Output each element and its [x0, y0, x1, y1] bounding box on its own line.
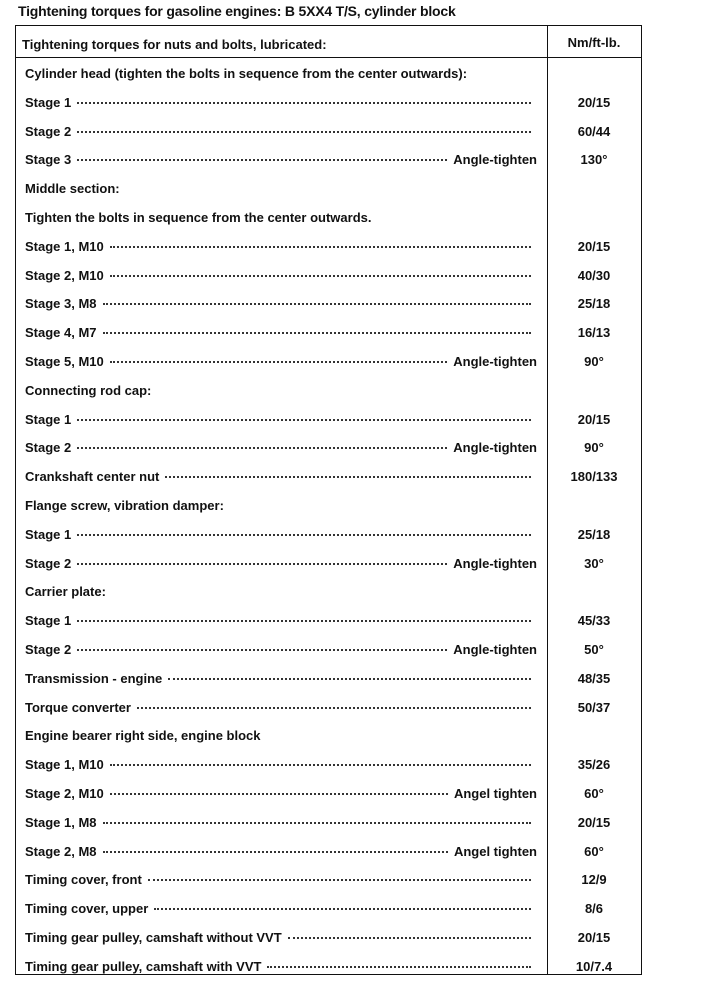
row-label: Stage 2, M8: [25, 843, 97, 859]
row-label: Torque converter: [25, 699, 131, 715]
row-label: Timing gear pulley, camshaft with VVT: [25, 958, 262, 974]
row-label-line: [25, 412, 537, 427]
dot-leader: [77, 131, 531, 133]
dot-leader: [77, 649, 447, 651]
row-value: 25/18: [577, 296, 611, 312]
dot-leader: [267, 966, 531, 968]
dot-leader: [288, 937, 531, 939]
torque-row: [16, 609, 641, 638]
torque-row: [16, 264, 641, 293]
row-label-line: [25, 613, 537, 628]
torque-row: [16, 350, 641, 379]
row-label: Stage 1, M8: [25, 814, 97, 830]
section-heading-row: [16, 494, 641, 523]
row-value: 60°: [584, 843, 604, 859]
torque-row: [16, 840, 641, 869]
dot-leader: [110, 275, 531, 277]
row-label: Timing cover, upper: [25, 901, 149, 917]
dot-leader: [77, 447, 447, 449]
row-label: Stage 3: [25, 152, 72, 168]
torque-row: [16, 667, 641, 696]
dot-leader: [165, 476, 531, 478]
row-label: Stage 2: [25, 440, 72, 456]
dot-leader: [77, 620, 531, 622]
dot-leader: [77, 534, 531, 536]
row-value: 45/33: [577, 613, 611, 629]
row-label: Transmission - engine: [25, 670, 163, 686]
dot-leader: [110, 361, 447, 363]
row-label: Stage 1: [25, 94, 72, 110]
row-label-line: [25, 383, 537, 398]
row-label-line: [25, 440, 537, 455]
torque-row: [16, 465, 641, 494]
row-value: 90°: [584, 440, 604, 456]
row-label-line: [25, 527, 537, 542]
row-label: Stage 1: [25, 411, 72, 427]
section-heading-row: [16, 206, 641, 235]
row-note: Angle-tighten: [453, 555, 537, 571]
row-label-line: [25, 930, 537, 945]
torque-row: [16, 292, 641, 321]
row-label: Flange screw, vibration damper:: [25, 497, 224, 513]
row-note: Angle-tighten: [453, 152, 537, 168]
row-label-line: [25, 66, 537, 81]
dot-leader: [77, 102, 531, 104]
table-body: [16, 62, 641, 984]
torque-row: [16, 897, 641, 926]
row-value: 16/13: [577, 325, 611, 341]
row-label-line: [25, 844, 537, 859]
dot-leader: [103, 303, 531, 305]
torque-row: [16, 408, 641, 437]
row-label: Timing gear pulley, camshaft without VVT: [25, 929, 282, 945]
row-label: Connecting rod cap:: [25, 382, 152, 398]
row-value: 8/6: [584, 901, 604, 917]
row-value: 50/37: [577, 699, 611, 715]
torque-row: [16, 868, 641, 897]
row-label: Stage 5, M10: [25, 353, 104, 369]
row-label: Timing cover, front: [25, 872, 142, 888]
dot-leader: [110, 764, 531, 766]
row-label-line: [25, 757, 537, 772]
torque-table: [15, 25, 642, 975]
torque-row: [16, 235, 641, 264]
row-label: Middle section:: [25, 181, 120, 197]
dot-leader: [77, 563, 447, 565]
row-label-line: [25, 239, 537, 254]
row-value: 10/7.4: [575, 958, 613, 974]
section-heading-row: [16, 62, 641, 91]
section-heading-row: [16, 724, 641, 753]
row-label-line: [25, 354, 537, 369]
torque-row: [16, 120, 641, 149]
row-label: Stage 1, M10: [25, 757, 104, 773]
torque-row: [16, 523, 641, 552]
row-label-line: [25, 498, 537, 513]
row-label-line: [25, 728, 537, 743]
row-label: Engine bearer right side, engine block: [25, 728, 261, 744]
section-heading-row: [16, 580, 641, 609]
row-value: 20/15: [577, 238, 611, 254]
row-label-line: [25, 210, 537, 225]
row-note: Angle-tighten: [453, 353, 537, 369]
row-note: Angle-tighten: [453, 440, 537, 456]
row-label-line: [25, 671, 537, 686]
row-label: Stage 1: [25, 613, 72, 629]
row-label: Tighten the bolts in sequence from the center outwards.: [25, 209, 372, 225]
torque-row: [16, 552, 641, 581]
dot-leader: [103, 822, 531, 824]
row-value: 20/15: [577, 929, 611, 945]
row-value: 20/15: [577, 94, 611, 110]
dot-leader: [148, 879, 531, 881]
section-heading-row: [16, 379, 641, 408]
row-value: 25/18: [577, 526, 611, 542]
row-label-line: [25, 296, 537, 311]
row-label-line: [25, 959, 537, 974]
row-value: 20/15: [577, 814, 611, 830]
row-label-line: [25, 584, 537, 599]
row-label: Stage 2: [25, 641, 72, 657]
dot-leader: [77, 159, 447, 161]
table-header-units: Nm/ft-lb.: [567, 35, 621, 50]
dot-leader: [77, 419, 531, 421]
row-value: 50°: [584, 641, 604, 657]
row-note: Angle-tighten: [453, 641, 537, 657]
torque-row: [16, 148, 641, 177]
row-label-line: [25, 181, 537, 196]
row-label-line: [25, 124, 537, 139]
dot-leader: [137, 707, 531, 709]
row-label-line: [25, 815, 537, 830]
row-value: 48/35: [577, 670, 611, 686]
torque-row: [16, 955, 641, 984]
row-label: Crankshaft center nut: [25, 469, 160, 485]
row-value: 60/44: [577, 123, 611, 139]
row-value: 60°: [584, 785, 604, 801]
row-label-line: [25, 872, 537, 887]
dot-leader: [103, 332, 531, 334]
row-value: 30°: [584, 555, 604, 571]
row-label: Stage 1: [25, 526, 72, 542]
torque-row: [16, 696, 641, 725]
row-label: Cylinder head (tighten the bolts in sequence from the center outwards):: [25, 66, 468, 81]
torque-row: [16, 436, 641, 465]
torque-row: [16, 782, 641, 811]
row-label: Stage 2: [25, 555, 72, 571]
row-label: Stage 1, M10: [25, 238, 104, 254]
dot-leader: [168, 678, 531, 680]
header-divider: [16, 57, 641, 58]
row-label: Stage 4, M7: [25, 325, 97, 341]
row-value: 40/30: [577, 267, 611, 283]
row-label: Stage 2: [25, 123, 72, 139]
dot-leader: [110, 793, 448, 795]
row-label-line: [25, 556, 537, 571]
row-label-line: [25, 325, 537, 340]
row-value: 35/26: [577, 757, 611, 773]
torque-row: [16, 926, 641, 955]
dot-leader: [110, 246, 531, 248]
document-title: Tightening torques for gasoline engines: B 5XX4 T/S, cylinder block: [18, 3, 456, 19]
row-label-line: [25, 95, 537, 110]
table-header-description: Tightening torques for nuts and bolts, lubricated:: [22, 37, 327, 52]
row-value: 180/133: [570, 469, 618, 485]
row-label-line: [25, 786, 537, 801]
row-value: 12/9: [581, 872, 607, 888]
torque-row: [16, 811, 641, 840]
row-label: Carrier plate:: [25, 584, 106, 600]
row-label: Stage 2, M10: [25, 785, 104, 801]
torque-row: [16, 321, 641, 350]
row-label-line: [25, 152, 537, 167]
row-label: Stage 2, M10: [25, 267, 104, 283]
torque-row: [16, 753, 641, 782]
row-label-line: [25, 268, 537, 283]
row-label-line: [25, 642, 537, 657]
torque-row: [16, 91, 641, 120]
dot-leader: [103, 851, 448, 853]
row-value: 20/15: [577, 411, 611, 427]
row-label-line: [25, 700, 537, 715]
row-label-line: [25, 901, 537, 916]
row-note: Angel tighten: [453, 843, 537, 859]
row-label-line: [25, 469, 537, 484]
row-value: 130°: [580, 152, 608, 168]
section-heading-row: [16, 177, 641, 206]
row-label: Stage 3, M8: [25, 296, 97, 312]
torque-row: [16, 638, 641, 667]
row-note: Angel tighten: [453, 785, 537, 801]
dot-leader: [154, 908, 531, 910]
row-value: 90°: [584, 353, 604, 369]
